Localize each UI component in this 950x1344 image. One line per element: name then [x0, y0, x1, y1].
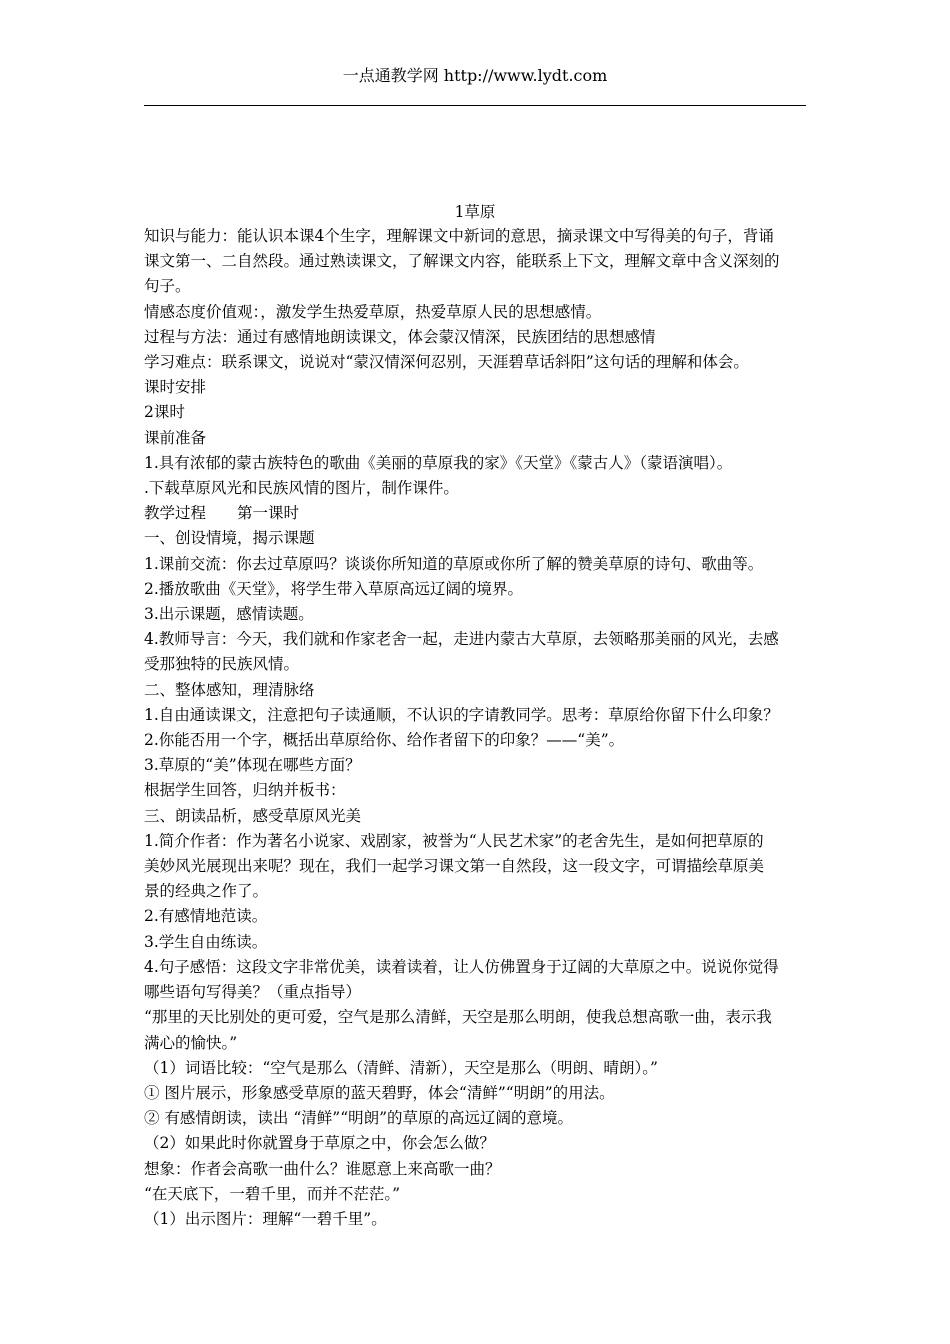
text-line: 4.句子感悟：这段文字非常优美，读着读着，让人仿佛置身于辽阔的大草原之中。说说你觉得: [144, 957, 779, 976]
text-line: 2.你能否用一个字，概括出草原给你、给作者留下的印象？——“美”。: [144, 731, 625, 750]
header-divider: [144, 105, 806, 106]
text-line: （1）词语比较：“空气是那么（清鲜、清新），天空是那么（明朗、晴朗）。”: [144, 1058, 658, 1077]
text-line: （1）出示图片：理解“一碧千里”。: [144, 1209, 387, 1228]
text-line: 满心的愉快。”: [144, 1033, 238, 1052]
text-line: 二、整体感知，理清脉络: [144, 680, 315, 699]
text-line: 哪些语句写得美？（重点指导）: [144, 983, 362, 1002]
text-line: 句子。: [144, 277, 191, 296]
text-line: 美妙风光展现出来呢？现在，我们一起学习课文第一自然段，这一段文字，可谓描绘草原美: [144, 857, 765, 876]
text-line: 3.草原的“美”体现在哪些方面？: [144, 756, 361, 775]
text-line: （2）如果此时你就置身于草原之中，你会怎么做？: [144, 1134, 495, 1153]
text-line: 2.有感情地范读。: [144, 907, 268, 926]
text-line: 一、创设情境，揭示课题: [144, 529, 315, 548]
text-line: 1.课前交流：你去过草原吗？谈谈你所知道的草原或你所了解的赞美草原的诗句、歌曲等。: [144, 554, 764, 573]
text-line: 课文第一、二自然段。通过熟读课文，了解课文内容，能联系上下文，理解文章中含义深刻的: [144, 252, 780, 271]
text-line: 课前准备: [144, 428, 207, 447]
text-line: 知识与能力：能认识本课4个生字，理解课文中新词的意思，摘录课文中写得美的句子，背诵: [144, 227, 774, 245]
text-line: 2课时: [144, 403, 185, 422]
text-line: 3.出示课题，感情读题。: [144, 605, 314, 624]
text-line: 课时安排: [144, 378, 207, 397]
text-line: 1.简介作者：作为著名小说家、戏剧家，被誉为“人民艺术家”的老舍先生，是如何把草原的: [144, 831, 764, 850]
text-line: 想象：作者会高歌一曲什么？谁愿意上来高歌一曲？: [144, 1159, 501, 1178]
page-header: [0, 64, 950, 88]
document-body: [144, 200, 806, 1232]
text-line: 4.教师导言：今天，我们就和作家老舍一起，走进内蒙古大草原，去领略那美丽的风光，去感: [144, 630, 779, 649]
text-line: 三、朗读品析，感受草原风光美: [144, 806, 362, 825]
header-text: 一点通教学网 http://www.lydt.com: [342, 66, 608, 85]
text-line: 1.自由通读课文，注意把句子读通顺，不认识的字请教同学。思考：草原给你留下什么印象？: [144, 705, 779, 724]
text-line: ② 有感情朗读，读出 “清鲜”“明朗”的草原的高远辽阔的意境。: [144, 1109, 574, 1128]
document-title: 1草原: [454, 203, 496, 221]
text-line: 教学过程 第一课时: [144, 504, 300, 523]
text-line: 3.学生自由练读。: [144, 932, 268, 951]
text-line: 学习难点：联系课文，说说对“蒙汉情深何忍别，天涯碧草话斜阳”这句话的理解和体会。: [144, 353, 749, 372]
text-line: “那里的天比别处的更可爱，空气是那么清鲜，天空是那么明朗，使我总想高歌一曲，表示我: [144, 1008, 772, 1027]
text-line: “在天底下，一碧千里，而并不茫茫。”: [144, 1184, 401, 1203]
text-line: 1.具有浓郁的蒙古族特色的歌曲《美丽的草原我的家》《天堂》《蒙古人》（蒙语演唱）。: [144, 453, 733, 472]
text-line: 情感态度价值观：，激发学生热爱草原，热爱草原人民的思想感情。: [144, 302, 602, 321]
text-line: 根据学生回答，归纳并板书：: [144, 781, 346, 800]
text-line: ① 图片展示，形象感受草原的蓝天碧野，体会“清鲜”“明朗”的用法。: [144, 1083, 615, 1102]
text-line: 过程与方法：通过有感情地朗读课文，体会蒙汉情深，民族团结的思想感情: [144, 327, 656, 346]
text-line: .下载草原风光和民族风情的图片，制作课件。: [144, 479, 459, 498]
text-line: 2.播放歌曲《天堂》，将学生带入草原高远辽阔的境界。: [144, 579, 524, 598]
text-line: 受那独特的民族风情。: [144, 655, 300, 674]
text-line: 景的经典之作了。: [144, 882, 269, 901]
